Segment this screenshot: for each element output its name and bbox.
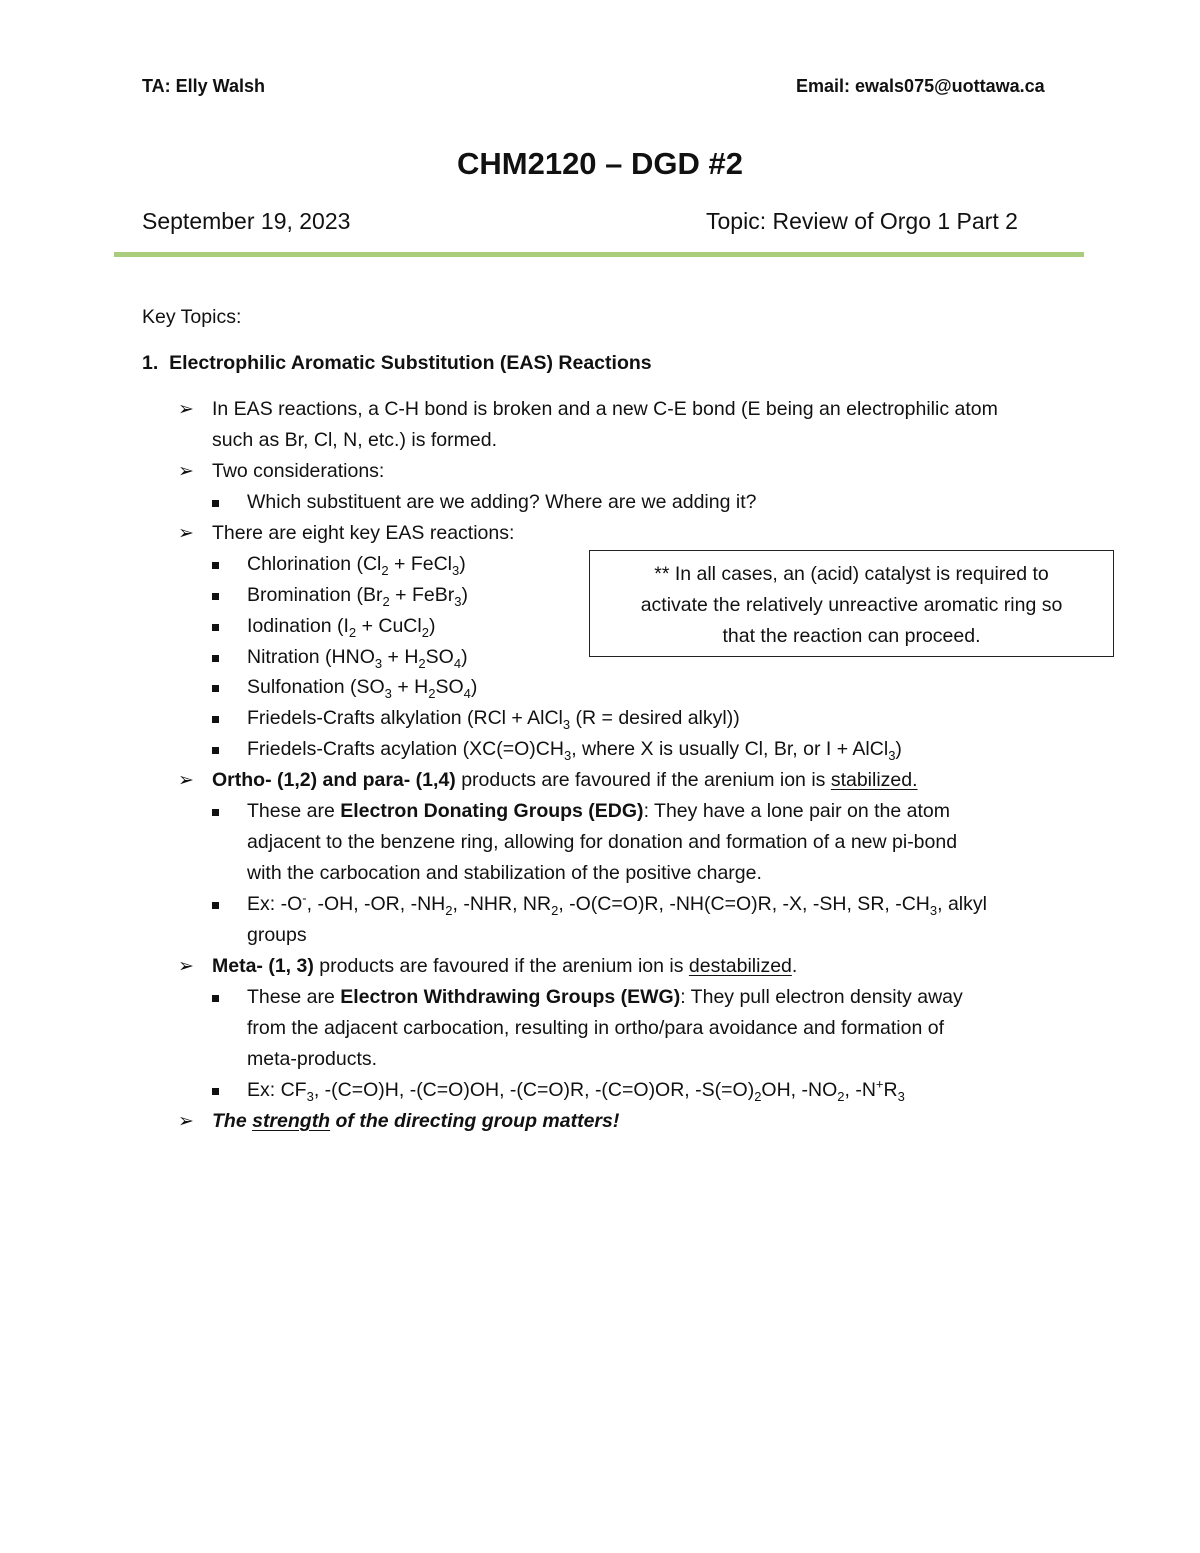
section-number: 1. [142,352,159,374]
destabilized-word: destabilized [688,955,792,977]
reaction-name: Iodination [247,615,332,637]
topic: Topic: Review of Orgo 1 Part 2 [706,208,1018,234]
strength-word: strength [252,1110,331,1132]
edg-line-3: with the carbocation and stabilization of the positive charge. [247,862,762,884]
eight-reactions: There are eight key EAS reactions: [212,522,515,544]
edg-examples-end: groups [247,924,307,946]
reaction-nitration: Nitration $(HNO_3 + H_2SO_4)$ [247,646,468,671]
date: September 19, 2023 [142,208,351,234]
square-bullet-icon [212,624,219,631]
edg-line-2: adjacent to the benzene ring, allowing for donation and formation of a new pi-bond [247,831,958,853]
square-bullet-icon [212,809,219,816]
edg-line-1 [247,800,950,823]
strength-prefix: The [212,1110,253,1132]
ta-name: TA: Elly Walsh [142,76,266,96]
meta-label: Meta- (1, 3) [212,955,314,977]
reaction-name: Bromination [247,584,352,606]
arrow-bullet-icon: ➢ [178,770,194,791]
reaction-iodination: Iodination ($I_2$ + CuCl$_2$) [247,615,436,640]
ortho-para-label: Ortho- (1,2) and para- (1,4) [212,769,456,791]
edg-examples: Ex: -O-, -OH, -OR, $-NH_2$, -NHR, $NR_2$, -O(C=O)R, -NH(C=O)R, -X, -SH, SR, $-CH_3$, alkyl [247,890,987,918]
ewg-line-2: from the adjacent carbocation, resulting in ortho/para avoidance and formation of [247,1017,945,1039]
section-title: Electrophilic Aromatic Substitution (EAS) Reactions [169,352,652,374]
consideration-question: Which substituent are we adding? Where are we adding it? [247,491,757,513]
note-line-1: ** In all cases, an (acid) catalyst is required to [654,563,1049,585]
ewg-label: Electron Withdrawing Groups (EWG) [340,986,681,1008]
key-topics-label: Key Topics: [142,306,242,328]
ortho-para-text: products are favoured if the arenium ion is [455,769,831,791]
square-bullet-icon [212,500,219,507]
square-bullet-icon [212,655,219,662]
strength-text: of the directing group matters! [330,1110,620,1132]
ewg-line-1 [247,986,963,1009]
edg-label: Electron Donating Groups (EDG) [340,800,644,822]
two-considerations: Two considerations: [212,460,385,482]
page-title: CHM2120 – DGD #2 [456,146,743,181]
reaction-name: Nitration [247,646,320,668]
reaction-fc-alkylation: Friedels-Crafts alkylation (RCl + AlCl$_3$ (R = desired alkyl)) [247,707,740,732]
reaction-bromination: Bromination ($Br_2$ + FeBr$_3$) [247,584,468,609]
ortho-para-line [212,769,918,792]
arrow-bullet-icon: ➢ [178,523,194,544]
reaction-name: Friedels-Crafts acylation [247,738,458,760]
stabilized-word: stabilized. [830,769,918,791]
note-line-3: that the reaction can proceed. [722,625,981,647]
catalyst-note-box [589,550,1114,657]
ewg-examples: Ex: $CF_3$, -(C=O)H, -(C=O)OH, -(C=O)R, -(C=O)OR, $-S(=O)_2OH$, $-NO_2$, $-N^+R_3$ [247,1076,905,1104]
reaction-name: Friedels-Crafts alkylation [247,707,462,729]
section-heading [142,352,652,375]
square-bullet-icon [212,747,219,754]
arrow-bullet-icon: ➢ [178,461,194,482]
reaction-chlorination: Chlorination ($Cl_2$ + FeCl$_3$) [247,553,466,578]
arrow-bullet-icon: ➢ [178,399,194,420]
reaction-fc-acylation: Friedels-Crafts acylation ($XC(=O)CH_3$, where X is usually Cl, Br, or I + AlCl$_3$) [247,738,902,763]
meta-line: Meta- (1, 3) products are favoured if the arenium ion is destabilized. [212,955,798,977]
square-bullet-icon [212,685,219,692]
reaction-name: Chlorination [247,553,352,575]
note-line-2: activate the relatively unreactive aromatic ring so [640,594,1063,616]
square-bullet-icon [212,562,219,569]
square-bullet-icon [212,995,219,1002]
ta-email: Email: ewals075@uottawa.ca [796,76,1045,96]
meta-text: products are favoured if the arenium ion is [313,955,689,977]
arrow-bullet-icon: ➢ [178,1111,194,1132]
edg-text: : They have a lone pair on the atom [643,800,950,822]
square-bullet-icon [212,716,219,723]
square-bullet-icon [212,1088,219,1095]
eas-line-1: In EAS reactions, a C-H bond is broken and a new C-E bond (E being an electrophilic atom [212,398,998,420]
square-bullet-icon [212,902,219,909]
ewg-prefix: These are [247,986,341,1008]
ewg-text: : They pull electron density away [680,986,963,1008]
arrow-bullet-icon: ➢ [178,956,194,977]
reaction-name: Sulfonation [247,676,345,698]
edg-prefix: These are [247,800,341,822]
square-bullet-icon [212,593,219,600]
reaction-sulfonation: Sulfonation $(SO_3 + H_2SO_4)$ [247,676,478,701]
header-divider [114,252,1084,257]
eas-line-2: such as Br, Cl, N, etc.) is formed. [212,429,497,451]
strength-note [212,1110,619,1133]
ewg-line-3: meta-products. [247,1048,378,1070]
